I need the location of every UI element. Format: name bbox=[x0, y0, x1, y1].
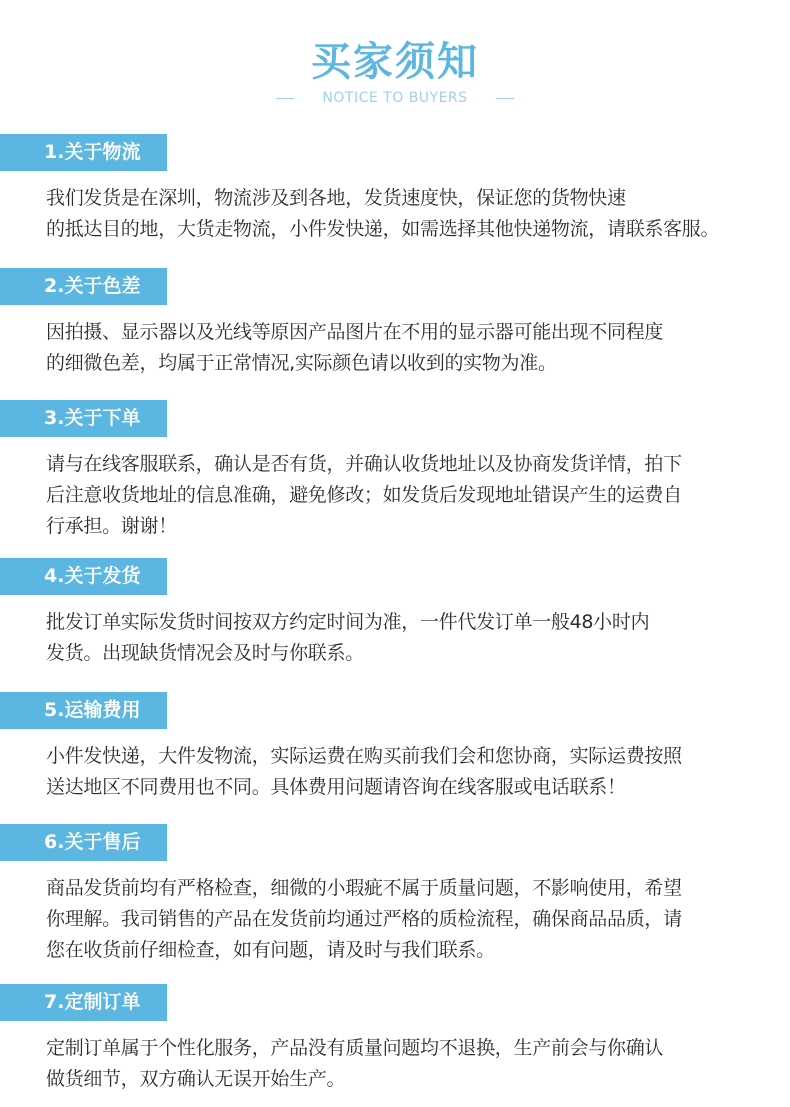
section-body bbox=[46, 1033, 786, 1095]
section-body-line: 送达地区不同费用也不同。具体费用问题请咨询在线客服或电话联系！ bbox=[46, 776, 626, 798]
page-subtitle: NOTICE TO BUYERS bbox=[322, 90, 468, 106]
subtitle-row bbox=[0, 88, 790, 108]
section-body-line: 发货。出现缺货情况会及时与你联系。 bbox=[46, 642, 364, 664]
section-body bbox=[46, 449, 786, 542]
section-body-line: 商品发货前均有严格检查，细微的小瑕疵不属于质量问题，不影响使用，希望 bbox=[46, 877, 682, 899]
right-dash bbox=[496, 98, 514, 99]
section-title-tag: 5.运输费用 bbox=[0, 692, 167, 729]
section-body-line: 你理解。我司销售的产品在发货前均通过严格的质检流程，确保商品品质，请 bbox=[46, 908, 682, 930]
section-body bbox=[46, 183, 786, 245]
section-body-line: 做货细节，双方确认无误开始生产。 bbox=[46, 1068, 346, 1090]
section-body bbox=[46, 741, 786, 803]
section-body-line: 定制订单属于个性化服务，产品没有质量问题均不退换，生产前会与你确认 bbox=[46, 1037, 664, 1059]
section-body-line: 后注意收货地址的信息准确，避免修改；如发货后发现地址错误产生的运费自 bbox=[46, 484, 682, 506]
section-body-line: 的细微色差，均属于正常情况,实际颜色请以收到的实物为准。 bbox=[46, 352, 557, 374]
section-title-tag: 4.关于发货 bbox=[0, 558, 167, 595]
section-body-line: 我们发货是在深圳，物流涉及到各地，发货速度快，保证您的货物快速 bbox=[46, 187, 626, 209]
header bbox=[0, 0, 790, 120]
left-dash bbox=[276, 98, 294, 99]
section-title-tag: 2.关于色差 bbox=[0, 268, 167, 305]
section-body-line: 的抵达目的地，大货走物流，小件发快递，如需选择其他快递物流，请联系客服。 bbox=[46, 218, 720, 240]
section-title-tag: 3.关于下单 bbox=[0, 400, 167, 437]
section-body-line: 批发订单实际发货时间按双方约定时间为准，一件代发订单一般48小时内 bbox=[46, 611, 650, 633]
section-title-tag: 7.定制订单 bbox=[0, 984, 167, 1021]
section-body bbox=[46, 607, 786, 669]
section-body bbox=[46, 317, 786, 379]
section-body-line: 因拍摄、显示器以及光线等原因产品图片在不用的显示器可能出现不同程度 bbox=[46, 321, 664, 343]
section-body-line: 行承担。谢谢！ bbox=[46, 515, 177, 537]
section-title-tag: 6.关于售后 bbox=[0, 824, 167, 861]
section-body-line: 请与在线客服联系，确认是否有货，并确认收货地址以及协商发货详情，拍下 bbox=[46, 453, 682, 475]
section-body-line: 您在收货前仔细检查，如有问题，请及时与我们联系。 bbox=[46, 939, 495, 961]
section-body-line: 小件发快递，大件发物流，实际运费在购买前我们会和您协商，实际运费按照 bbox=[46, 745, 682, 767]
page-title: 买家须知 bbox=[311, 39, 479, 85]
section-body bbox=[46, 873, 786, 966]
section-title-tag: 1.关于物流 bbox=[0, 134, 167, 171]
